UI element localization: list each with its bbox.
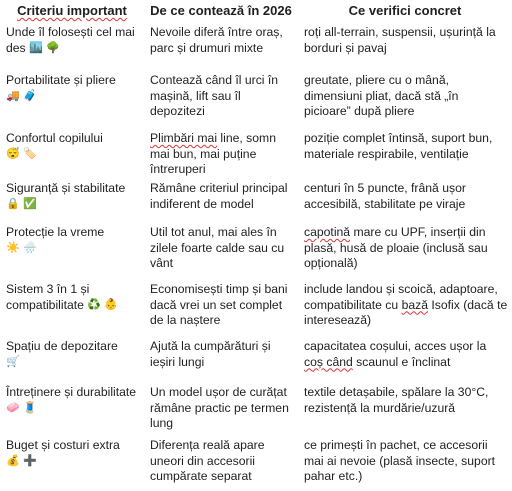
money-bag-icon: 💰 <box>6 455 20 468</box>
why-cell: Plimbări mai line, somn mai bun, mai puține întreruperi <box>150 131 276 176</box>
table-row <box>0 223 512 280</box>
why-cell: Rămâne criteriul principal indiferent de model <box>150 181 288 211</box>
header-criterion: Criteriu important <box>17 3 127 18</box>
baby-icon: 👶 <box>104 299 119 312</box>
criterion-cell: Siguranță și stabilitate 🔒 ✅ <box>6 181 126 211</box>
table-row <box>0 71 512 129</box>
plus-icon: ➕ <box>23 455 37 468</box>
check-cell: ce primești în pachet, ce accesorii mai ai nevoie (plasă insecte, suport pahar etc.) <box>304 438 496 483</box>
why-cell: Util tot anul, mai ales în zilele foarte calde sau cu vânt <box>150 225 285 270</box>
table-row <box>0 337 512 383</box>
truck-icon: 🚚 <box>6 90 20 103</box>
check-cell: capotină mare cu UPF, inserții din plasă, husă de ploaie (inclusă sau opțională) <box>304 225 488 270</box>
criterion-cell: Portabilitate și pliere 🚚 🧳 <box>6 73 116 103</box>
criterion-cell: Întreținere și durabilitate 🧼 🧵 <box>6 385 137 415</box>
check-mark-icon: ✅ <box>23 198 37 211</box>
header-why: De ce contează în 2026 <box>150 3 292 18</box>
soap-icon: 🧼 <box>6 402 20 415</box>
lock-icon: 🔒 <box>6 198 20 211</box>
table-row <box>0 129 512 179</box>
criterion-cell: Protecție la vreme ☀️ 🌧️ <box>6 225 105 255</box>
thread-icon: 🧵 <box>23 402 37 415</box>
table-row <box>0 179 512 223</box>
city-icon: 🏙️ <box>29 42 43 55</box>
table-row <box>0 383 512 436</box>
criterion-cell: Unde îl folosești cel mai des 🏙️ 🌳 <box>6 25 135 55</box>
criterion-cell: Spațiu de depozitare 🛒 <box>6 339 118 369</box>
header-check: Ce verifici concret <box>348 3 462 18</box>
table-row <box>0 436 512 491</box>
check-cell: centuri în 5 puncte, frână ușor accesibilă, stabilitate pe viraje <box>304 181 466 211</box>
check-cell: include landou și scoică, adaptoare, compatibilitate cu bază Isofix (dacă te interesează) <box>304 282 508 327</box>
label-tag-icon: 🏷️ <box>23 148 37 161</box>
shopping-cart-icon: 🛒 <box>6 356 20 369</box>
criterion-cell: Confortul copilului 😴 🏷️ <box>6 131 103 161</box>
why-cell: Contează când îl urci în mașină, lift sau îl depozitezi <box>150 73 279 118</box>
table-row <box>0 280 512 337</box>
why-cell: Ajută la cumpărături și ieșiri lungi <box>150 339 271 369</box>
sun-icon: ☀️ <box>6 242 20 255</box>
why-cell: Nevoile diferă între oraș, parc și drumuri mixte <box>150 25 283 55</box>
tree-icon: 🌳 <box>46 42 60 55</box>
recycle-icon: ♻️ <box>87 299 101 312</box>
check-cell: textile detașabile, spălare la 30°C, rezistență la murdărie/uzură <box>304 385 489 415</box>
why-cell: Diferența reală apare uneori din accesorii cumpărate separat <box>150 438 265 483</box>
why-cell: Un model ușor de curățat rămâne practic pe termen lung <box>150 385 289 430</box>
check-cell: capacitatea coșului, acces ușor la coș când scaunul e înclinat <box>304 339 487 369</box>
rain-cloud-icon: 🌧️ <box>23 242 37 255</box>
check-cell: roți all-terrain, suspensii, ușurință la borduri și pavaj <box>304 25 496 55</box>
table-row <box>0 23 512 71</box>
sleeping-face-icon: 😴 <box>6 148 20 161</box>
why-cell: Economisești timp și bani dacă vrei un set complet de la naștere <box>150 282 288 327</box>
luggage-icon: 🧳 <box>23 90 37 103</box>
header-row <box>0 0 512 23</box>
criterion-cell: Buget și costuri extra 💰 ➕ <box>6 438 120 468</box>
check-cell: poziție complet întinsă, suport bun, materiale respirabile, ventilație <box>304 131 493 161</box>
check-cell: greutate, pliere cu o mână, dimensiuni pliat, dacă stă „în picioare” după pliere <box>304 73 459 118</box>
criterion-cell: Sistem 3 în 1 și compatibilitate ♻️ 👶 <box>6 282 119 312</box>
